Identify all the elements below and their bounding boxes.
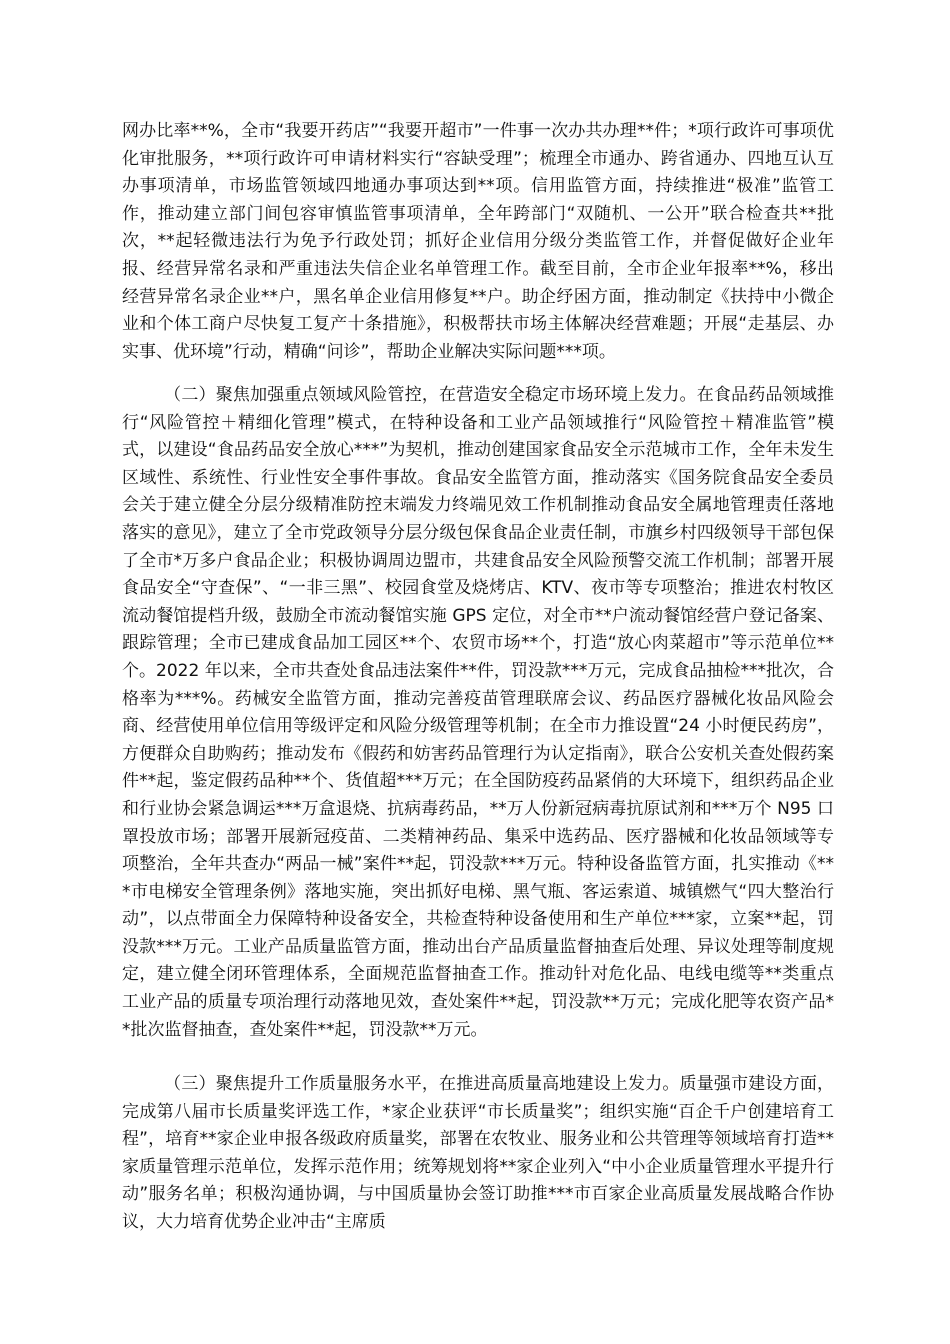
paragraph-2-text: （二）聚焦加强重点领域风险管控，在营造安全稳定市场环境上发力。在食品药品领域推行“风险管控＋精细化管理”模式，在特种设备和工业产品领域推行“风险管控＋精准监管”模式，以建设“食品药品安全放心***”为契机，推动创建国家食品安全示范城市工作，全年未发生区域性、系统性、行业性安全事件事故。食品安全监管方面，推动落实《国务院食品安全委员会关于建立健全分层分级精准防控末端发力终端见效工作机制推动食品安全属地管理责任落地落实的意见》，建立了全市党政领导分层分级包保食品企业责任制，市旗乡村四级领导干部包保了全市*万多户食品企业；积极协调周边盟市，共建食品安全风险预警交流工作机制；部署开展食品安全“守查保”、“一非三黑”、校园食堂及烧烤店、KTV、夜市等专项整治；推进农村牧区流动餐馆提档升级，鼓励全市流动餐馆实施 GPS 定位，对全市**户流动餐馆经营户登记备案、跟踪管理；全市已建成食品加工园区**个、农贸市场**个，打造“放心肉菜超市”等示范单位**个。2022 年以来，全市共查处食品违法案件**件，罚没款***万元，完成食品抽检***批次，合格率为***%。药械安全监管方面，推动完善疫苗管理联席会议、药品医疗器械化妆品风险会商、经营使用单位信用等级评定和风险分级管理等机制；在全市力推设置“24 小时便民药房”，方便群众自助购药；推动发布《假药和妨害药品管理行为认定指南》，联合公安机关查处假药案件**起，鉴定假药品种**个、货值超***万元；在全国防疫药品紧俏的大环境下，组织药品企业和行业协会紧急调运***万盒退烧、抗病毒药品，**万人份新冠病毒抗原试剂和***万个 N95 口罩投放市场；部署开展新冠疫苗、二类精神药品、集采中选药品、医疗器械和化妆品领域等专项整治，全年共查办“两品一械”案件**起，罚没款***万元。特种设备监管方面，扎实推动《***市电梯安全管理条例》落地实施，突出抓好电梯、黑气瓶、客运索道、城镇燃气“四大整治行动”，以点带面全力保障特种设备安全，共检查特种设备使用和生产单位***家，立案**起，罚没款***万元。工业产品质量监管方面，推动出台产品质量监督抽查后处理、异议处理等制度规定，建立健全闭环管理体系，全面规范监督抽查工作。推动针对危化品、电线电缆等**类重点工业产品的质量专项治理行动落地见效，查处案件**起，罚没款**万元；完成化肥等农资产品**批次监督抽查，查处案件**起，罚没款**万元。 [122,385,834,1040]
paragraph-2 [122,382,834,1044]
paragraph-1-text: 网办比率**%，全市“我要开药店”“我要开超市”一件事一次办共办理**件；*项行政许可事项优化审批服务，**项行政许可申请材料实行“容缺受理”；梳理全市通办、跨省通办、四地互认互办事项清单，市场监管领域四地通办事项达到**项。信用监管方面，持续推进“极准”监管工作，推动建立部门间包容审慎监管事项清单，全年跨部门“双随机、一公开”联合检查共**批次，**起轻微违法行为免予行政处罚；抓好企业信用分级分类监管工作，并督促做好企业年报、经营异常名录和严重违法失信企业名单管理工作。截至目前，全市企业年报率**%，移出经营异常名录企业**户，黑名单企业信用修复**户。助企纾困方面，推动制定《扶持中小微企业和个体工商户尽快复工复产十条措施》，积极帮扶市场主体解决经营难题；开展“走基层、办实事、优环境”行动，精确“问诊”，帮助企业解决实际问题***项。 [122,121,834,362]
paragraph-3 [122,1071,834,1237]
paragraph-1 [122,118,834,366]
paragraph-3-text: （三）聚焦提升工作质量服务水平，在推进高质量高地建设上发力。质量强市建设方面，完成第八届市长质量奖评选工作，*家企业获评“市长质量奖”；组织实施“百企千户创建培育工程”，培育**家企业申报各级政府质量奖，部署在农牧业、服务业和公共管理等领域培育打造**家质量管理示范单位，发挥示范作用；统筹规划将**家企业列入“中小企业质量管理水平提升行动”服务名单；积极沟通协调，与中国质量协会签订助推***市百家企业高质量发展战略合作协议，大力培育优势企业冲击“主席质 [122,1074,834,1232]
